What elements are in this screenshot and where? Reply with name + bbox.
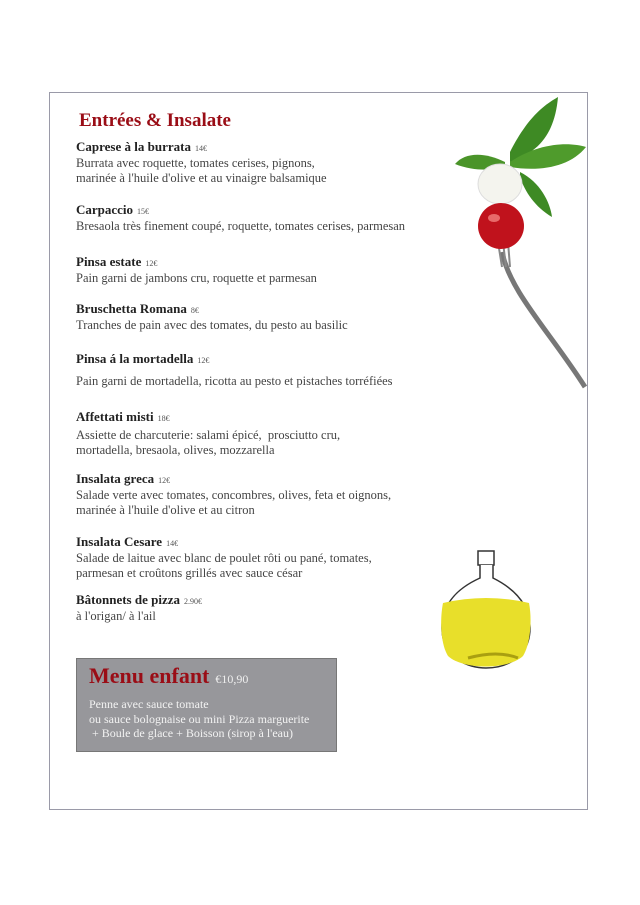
item-description xyxy=(76,428,340,457)
description-line: Pain garni de mortadella, ricotta au pesto et pistaches torréfiées xyxy=(76,374,393,388)
item-name: Bruschetta Romana xyxy=(76,301,187,316)
kids-menu-desc xyxy=(89,697,324,741)
description-line: mortadella, bresaola, olives, mozzarella xyxy=(76,442,275,457)
description-line: à l'origan/ à l'ail xyxy=(76,609,156,623)
menu-item xyxy=(76,201,405,234)
menu-item xyxy=(76,591,202,624)
description-line: marinée à l'huile d'olive et au citron xyxy=(76,502,255,517)
description-line: parmesan et croûtons grillés avec sauce césar xyxy=(76,565,303,580)
item-name: Caprese à la burrata xyxy=(76,139,191,154)
item-name: Affettati misti xyxy=(76,409,154,424)
item-description xyxy=(76,156,327,185)
menu-item xyxy=(76,533,372,580)
item-description xyxy=(76,219,405,234)
item-price: 12€ xyxy=(197,356,210,365)
item-name: Bâtonnets de pizza xyxy=(76,592,180,607)
description-line: Burrata avec roquette, tomates cerises, pignons, xyxy=(76,156,315,170)
caprese-fork-illustration xyxy=(450,92,590,392)
kids-desc-line: Penne avec sauce tomate xyxy=(89,697,209,711)
menu-item xyxy=(76,350,393,389)
section-title: Entrées & Insalate xyxy=(79,110,231,131)
description-line: Tranches de pain avec des tomates, du pesto au basilic xyxy=(76,318,348,332)
item-description xyxy=(76,609,202,624)
kids-menu-price: €10,90 xyxy=(215,672,249,686)
description-line: Salade de laitue avec blanc de poulet rôti ou pané, tomates, xyxy=(76,551,372,565)
item-name: Pinsa á la mortadella xyxy=(76,351,194,366)
description-line: Assiette de charcuterie: salami épicé, prosciutto cru, xyxy=(76,428,341,442)
menu-item xyxy=(76,138,327,185)
description-line: marinée à l'huile d'olive et au vinaigre balsamique xyxy=(76,170,327,185)
description-line: Salade verte avec tomates, concombres, olives, feta et oignons, xyxy=(76,488,392,502)
kids-desc-line: + Boule de glace + Boisson (sirop à l'eau) xyxy=(89,726,293,740)
olive-oil-bottle-illustration xyxy=(438,548,533,673)
description-line: Pain garni de jambons cru, roquette et parmesan xyxy=(76,271,317,285)
menu-item xyxy=(76,408,340,457)
item-price: 2.90€ xyxy=(184,597,202,606)
item-price: 14€ xyxy=(194,144,207,153)
item-description xyxy=(76,488,391,517)
menu-item xyxy=(76,470,391,517)
item-name: Carpaccio xyxy=(76,202,134,217)
item-price: 12€ xyxy=(145,259,158,268)
menu-item xyxy=(76,300,348,333)
kids-menu-box xyxy=(76,658,337,752)
kids-menu-title: Menu enfant xyxy=(89,663,210,688)
item-description xyxy=(76,551,372,580)
item-name: Pinsa estate xyxy=(76,254,142,269)
menu-item xyxy=(76,253,317,286)
kids-desc-line: ou sauce bolognaise ou mini Pizza marguerite xyxy=(89,711,310,726)
item-description xyxy=(76,374,393,389)
item-price: 18€ xyxy=(157,414,170,423)
item-name: Insalata greca xyxy=(76,471,155,486)
item-price: 14€ xyxy=(166,539,179,548)
item-price: 8€ xyxy=(190,306,199,315)
description-line: Bresaola très finement coupé, roquette, tomates cerises, parmesan xyxy=(76,219,406,233)
item-price: 12€ xyxy=(158,476,171,485)
item-name: Insalata Cesare xyxy=(76,534,163,549)
item-price: 15€ xyxy=(137,207,150,216)
item-description xyxy=(76,271,317,286)
item-description xyxy=(76,318,348,333)
